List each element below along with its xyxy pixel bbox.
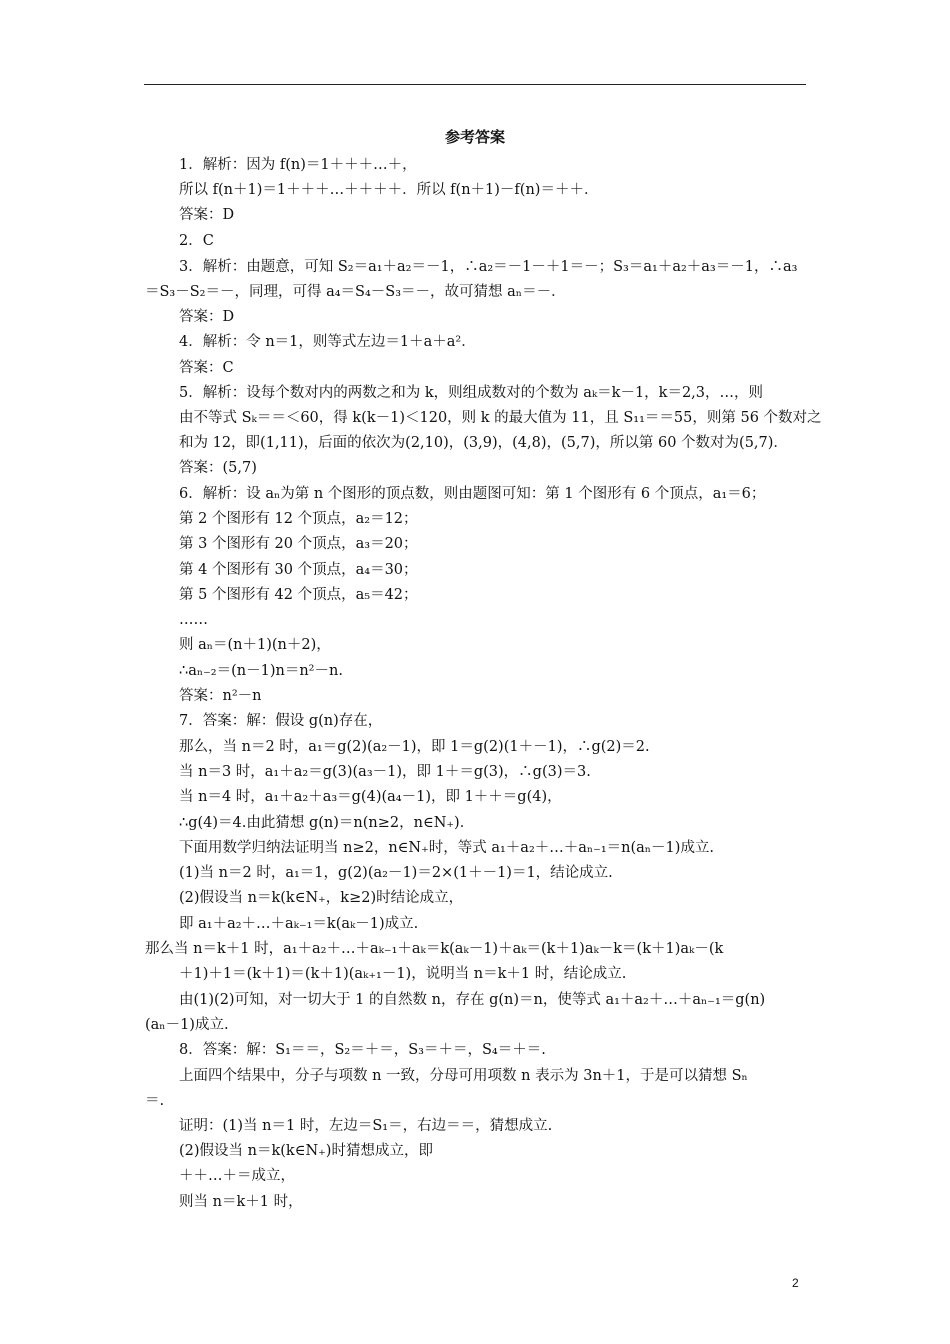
answer-line: …… [179,612,208,628]
answer-line: (1)当 n＝2 时，a₁＝1，g(2)(a₂－1)＝2×(1＋－1)＝1，结论成立. [179,865,613,881]
answer-line: 答案：(5,7) [179,460,257,476]
answer-line: 5．解析：设每个数对内的两数之和为 k，则组成数对的个数为 aₖ＝k－1，k＝2,3，…，则 [179,385,764,401]
answer-line: 当 n＝3 时，a₁＋a₂＝g(3)(a₃－1)，即 1＋＝g(3)，∴g(3)＝3. [179,764,591,780]
answer-line: 3．解析：由题意，可知 S₂＝a₁＋a₂＝－1，∴a₂＝－1－＋1＝－；S₃＝a₁＋a₂＋a₃＝－1，∴a₃ [179,259,798,275]
page-number: 2 [792,1276,799,1290]
answer-line: ∴aₙ₋₂＝(n－1)n＝n²－n. [179,663,343,679]
answer-line: (aₙ－1)成立. [145,1017,229,1033]
answer-line: 上面四个结果中，分子与项数 n 一致，分母可用项数 n 表示为 3n＋1，于是可以猜想 Sₙ [179,1068,748,1084]
answer-line: 第 3 个图形有 20 个顶点，a₃＝20； [179,536,418,552]
answer-line: 则 aₙ＝(n＋1)(n＋2)， [179,637,331,653]
answer-line: 即 a₁＋a₂＋…＋aₖ₋₁＝k(aₖ－1)成立. [179,916,419,932]
answer-line: ＝. [145,1093,165,1109]
answer-line: 1．解析：因为 f(n)＝1＋＋＋…＋， [179,157,417,173]
answer-line: 答案：n²－n [179,688,262,704]
page-title: 参考答案 [444,128,505,146]
answer-line: (2)假设当 n＝k(k∈N₊，k≥2)时结论成立， [179,890,464,906]
answer-line: 当 n＝4 时，a₁＋a₂＋a₃＝g(4)(a₄－1)，即 1＋＋＝g(4)， [179,789,562,805]
answer-line: 所以 f(n＋1)＝1＋＋＋…＋＋＋＋．所以 f(n＋1)－f(n)＝＋＋． [179,182,599,198]
answer-line: 6．解析：设 aₙ为第 n 个图形的顶点数，则由题图可知：第 1 个图形有 6 个顶点，a₁＝6； [179,486,766,502]
answer-line: 2．C [179,233,214,249]
answer-line: ∴g(4)＝4.由此猜想 g(n)＝n(n≥2，n∈N₊)． [179,815,475,831]
answer-line: ＋＋…＋＝成立， [179,1168,295,1184]
answer-line: (2)假设当 n＝k(k∈N₊)时猜想成立，即 [179,1143,433,1159]
answer-line: 4．解析：令 n＝1，则等式左边＝1＋a＋a²． [179,334,476,350]
answer-line: 则当 n＝k＋1 时， [179,1194,303,1210]
answer-line: 答案：D [179,207,235,223]
answer-line: 由(1)(2)可知，对一切大于 1 的自然数 n，存在 g(n)＝n，使等式 a₁＋a₂＋…＋aₙ₋₁＝g(n) [179,992,766,1008]
answer-line: 答案：C [179,360,234,376]
answer-line: 第 5 个图形有 42 个顶点，a₅＝42； [179,587,418,603]
answer-line: 那么，当 n＝2 时，a₁＝g(2)(a₂－1)，即 1＝g(2)(1＋－1)，∴g(2)＝2. [179,739,650,755]
answer-line: 由不等式 Sₖ＝＝＜60，得 k(k－1)＜120，则 k 的最大值为 11，且 S₁₁＝＝55，则第 56 个数对之 [179,410,822,426]
answer-line: 那么当 n＝k＋1 时，a₁＋a₂＋…＋aₖ₋₁＋aₖ＝k(aₖ－1)＋aₖ＝(k＋1)aₖ－k＝(k＋1)aₖ－(k [145,941,724,957]
answer-line: ＝S₃－S₂＝－，同理，可得 a₄＝S₄－S₃＝－，故可猜想 aₙ＝－． [145,284,566,300]
answer-line: ＋1)＋1＝(k＋1)＝(k＋1)(aₖ₊₁－1)，说明当 n＝k＋1 时，结论成立. [179,966,627,982]
answer-line: 8．答案：解：S₁＝＝，S₂＝＋＝，S₃＝＋＝，S₄＝＋＝. [179,1042,546,1058]
answer-line: 7．答案：解：假设 g(n)存在， [179,713,383,729]
header-rule [144,84,806,85]
answer-line: 下面用数学归纳法证明当 n≥2，n∈N₊时，等式 a₁＋a₂＋…＋aₙ₋₁＝n(aₙ－1)成立. [179,840,715,856]
answer-line: 答案：D [179,309,235,325]
answer-line: 第 2 个图形有 12 个顶点，a₂＝12； [179,511,418,527]
answer-line: 证明：(1)当 n＝1 时，左边＝S₁＝，右边＝＝，猜想成立. [179,1118,553,1134]
answer-line: 第 4 个图形有 30 个顶点，a₄＝30； [179,562,418,578]
answer-line: 和为 12，即(1,11)，后面的依次为(2,10)，(3,9)，(4,8)，(5,7)，所以第 60 个数对为(5,7)． [179,435,788,451]
